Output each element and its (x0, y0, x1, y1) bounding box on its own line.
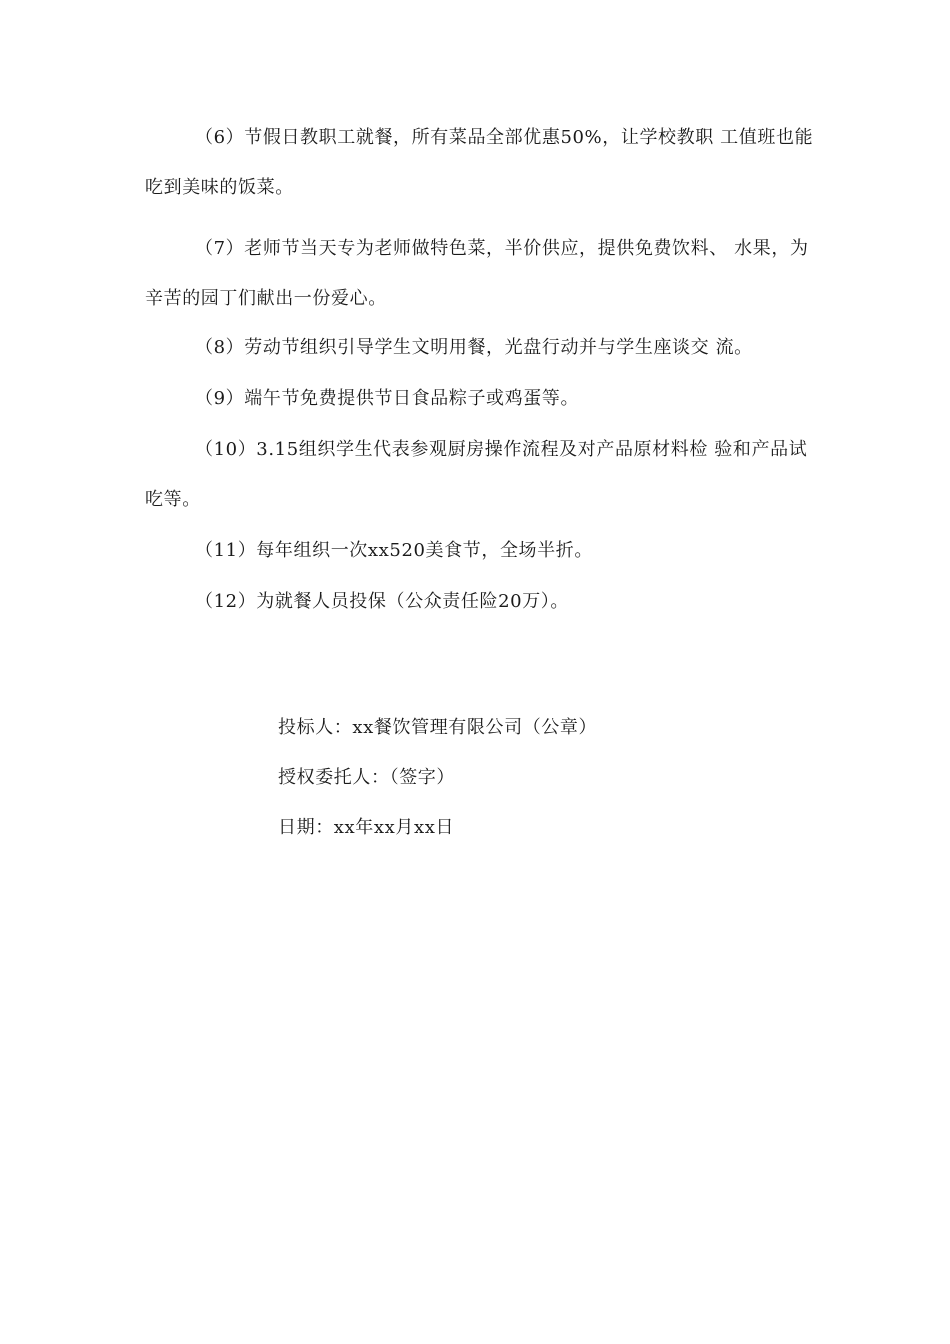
list-item: （10）3.15组织学生代表参观厨房操作流程及对产品原材料检 验和产品试吃等。 (145, 439, 808, 510)
list-item: （7）老师节当天专为老师做特色菜，半价供应，提供免费饮料、 水果，为辛苦的园丁们献出一份爱心。 (145, 238, 809, 309)
authorized-signatory-line: 授权委托人：（签字） (278, 767, 455, 788)
list-item: （12）为就餐人员投保（公众责任险20万）。 (195, 591, 570, 612)
bidder-line: 投标人：xx餐饮管理有限公司（公章） (278, 717, 598, 738)
date-line: 日期：xx年xx月xx日 (278, 817, 455, 838)
list-item: （11）每年组织一次xx520美食节，全场半折。 (195, 540, 593, 561)
list-item: （9）端午节免费提供节日食品粽子或鸡蛋等。 (195, 388, 580, 409)
list-item: （6）节假日教职工就餐，所有菜品全部优惠50%，让学校教职 工值班也能吃到美味的饭菜。 (145, 127, 814, 198)
list-item: （8）劳动节组织引导学生文明用餐，光盘行动并与学生座谈交 流。 (195, 337, 753, 358)
